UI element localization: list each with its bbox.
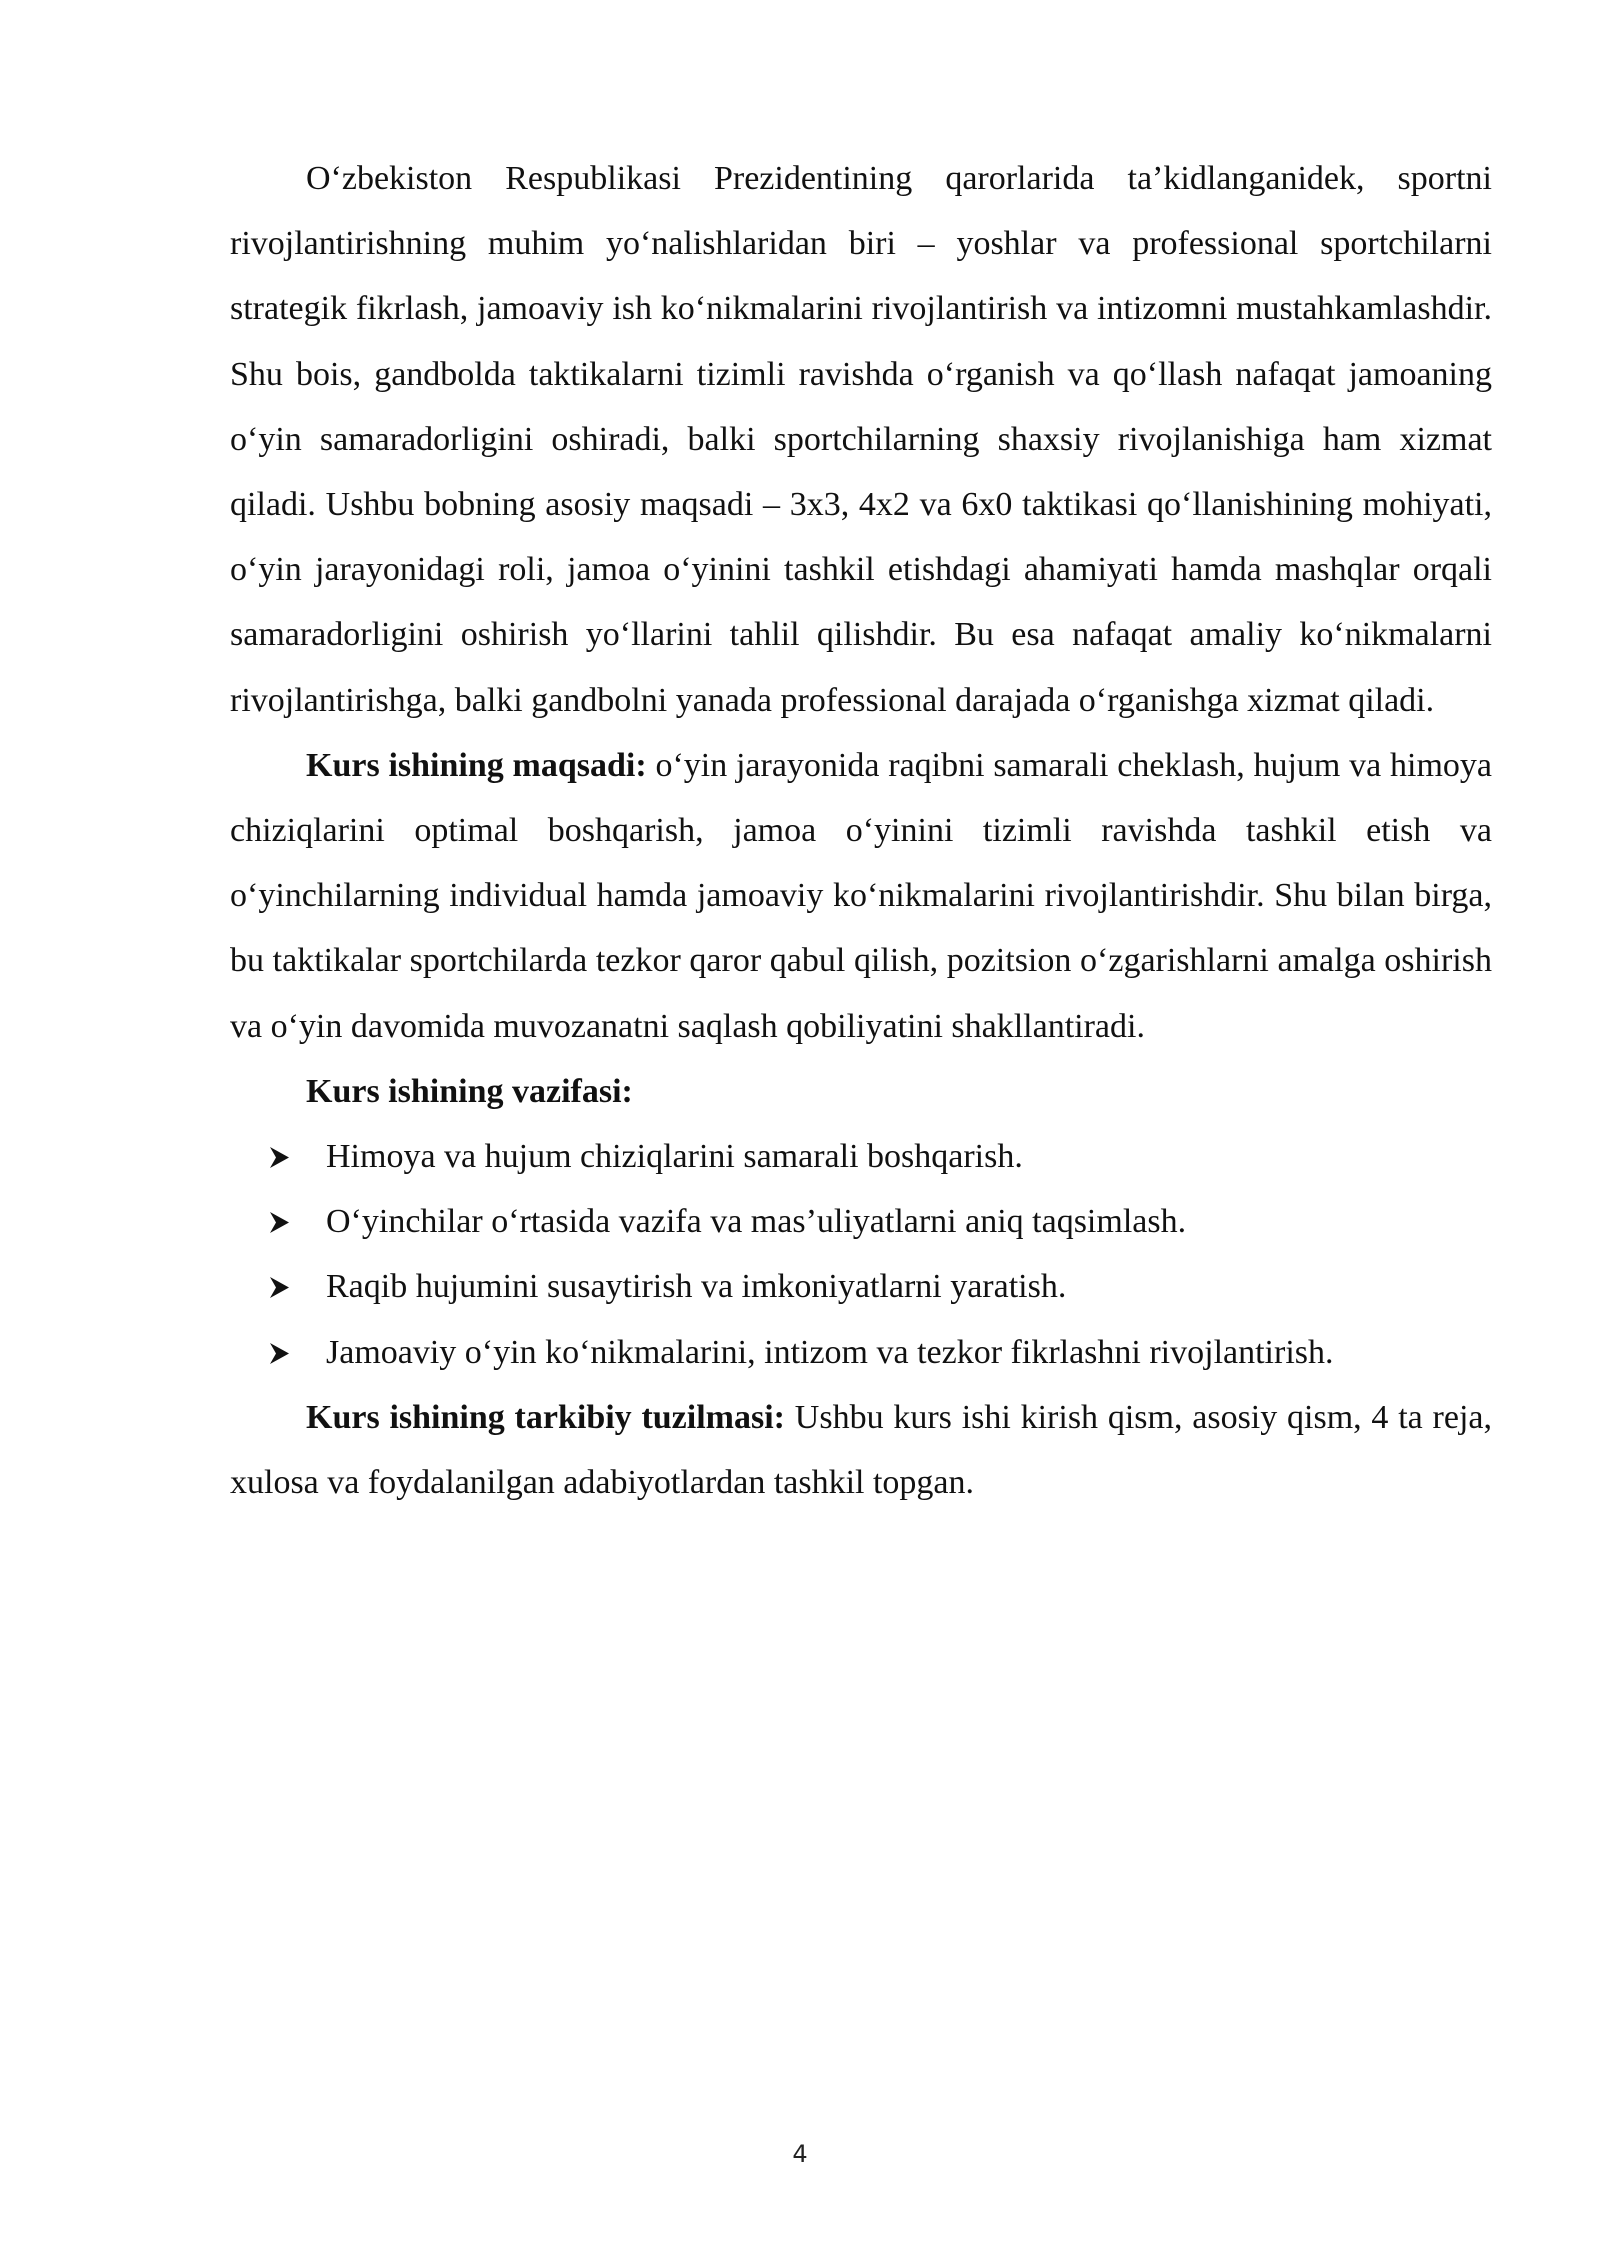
structure-label: Kurs ishining tarkibiy tuzilmasi: (306, 1398, 785, 1436)
list-item (230, 1189, 1492, 1254)
task-item-text: O‘yinchilar o‘rtasida vazifa va mas’uliyatlarni aniq taqsimlash. (326, 1203, 1187, 1241)
page-number: 4 (792, 2140, 808, 2168)
intro-paragraph: O‘zbekiston Respublikasi Prezidentining qarorlarida ta’kidlanganidek, sportni rivojlantirishning muhim yo‘nalishlaridan biri – yoshlar va professional sportchilarni strategik fikrlash, jamoaviy ish ko‘nikmalarini rivojlantirish va intizomni mustahkamlashdir. Shu bois, gandbolda taktikalarni tizimli ravishda o‘rganish va qo‘llash nafaqat jamoaning o‘yin samaradorligini oshiradi, balki sportchilarning shaxsiy rivojlanishiga ham xizmat qiladi. Ushbu bobning asosiy maqsadi – 3x3, 4x2 va 6x0 taktikasi qo‘llanishining mohiyati, o‘yin jarayonidagi roli, jamoa o‘yinini tashkil etishdagi ahamiyati hamda mashqlar orqali samaradorligini oshirish yo‘llarini tahlil qilishdir. Bu esa nafaqat amaliy ko‘nikmalarni rivojlantirishga, balki gandbolni yanada professional darajada o‘rganishga xizmat qiladi. (230, 160, 1492, 719)
arrowhead-bullet-icon (270, 1277, 289, 1298)
structure-paragraph (230, 1385, 1492, 1515)
goal-text: o‘yin jarayonida raqibni samarali cheklash, hujum va himoya chiziqlarini optimal boshqarish, jamoa o‘yinini tizimli ravishda tashkil etish va o‘yinchilarning individual hamda jamoaviy ko‘nikmalarini rivojlantirishdir. Shu bilan birga, bu taktikalar sportchilarda tezkor qaror qabul qilish, pozitsion o‘zgarishlarni amalga oshirish va o‘yin davomida muvozanatni saqlash qobiliyatini shakllantiradi. (230, 746, 1492, 1045)
list-item (230, 1254, 1492, 1319)
arrowhead-bullet-icon (270, 1212, 289, 1233)
list-item (230, 1124, 1492, 1189)
task-item-text: Himoya va hujum chiziqlarini samarali boshqarish. (326, 1138, 1023, 1176)
arrowhead-bullet-icon (270, 1147, 289, 1168)
structure-text: Ushbu kurs ishi kirish qism, asosiy qism, 4 ta reja, xulosa va foydalanilgan adabiyotlardan tashkil topgan. (230, 1398, 1492, 1502)
tasks-list (230, 1124, 1492, 1385)
tasks-heading: Kurs ishining vazifasi: (306, 1072, 633, 1110)
goal-paragraph (230, 733, 1492, 1059)
list-item (230, 1320, 1492, 1385)
page-body (230, 146, 1492, 1515)
arrowhead-bullet-icon (270, 1343, 289, 1364)
goal-label: Kurs ishining maqsadi: (306, 746, 647, 784)
task-item-text: Jamoaviy o‘yin ko‘nikmalarini, intizom va tezkor fikrlashni rivojlantirish. (326, 1333, 1334, 1371)
task-item-text: Raqib hujumini susaytirish va imkoniyatlarni yaratish. (326, 1268, 1067, 1306)
